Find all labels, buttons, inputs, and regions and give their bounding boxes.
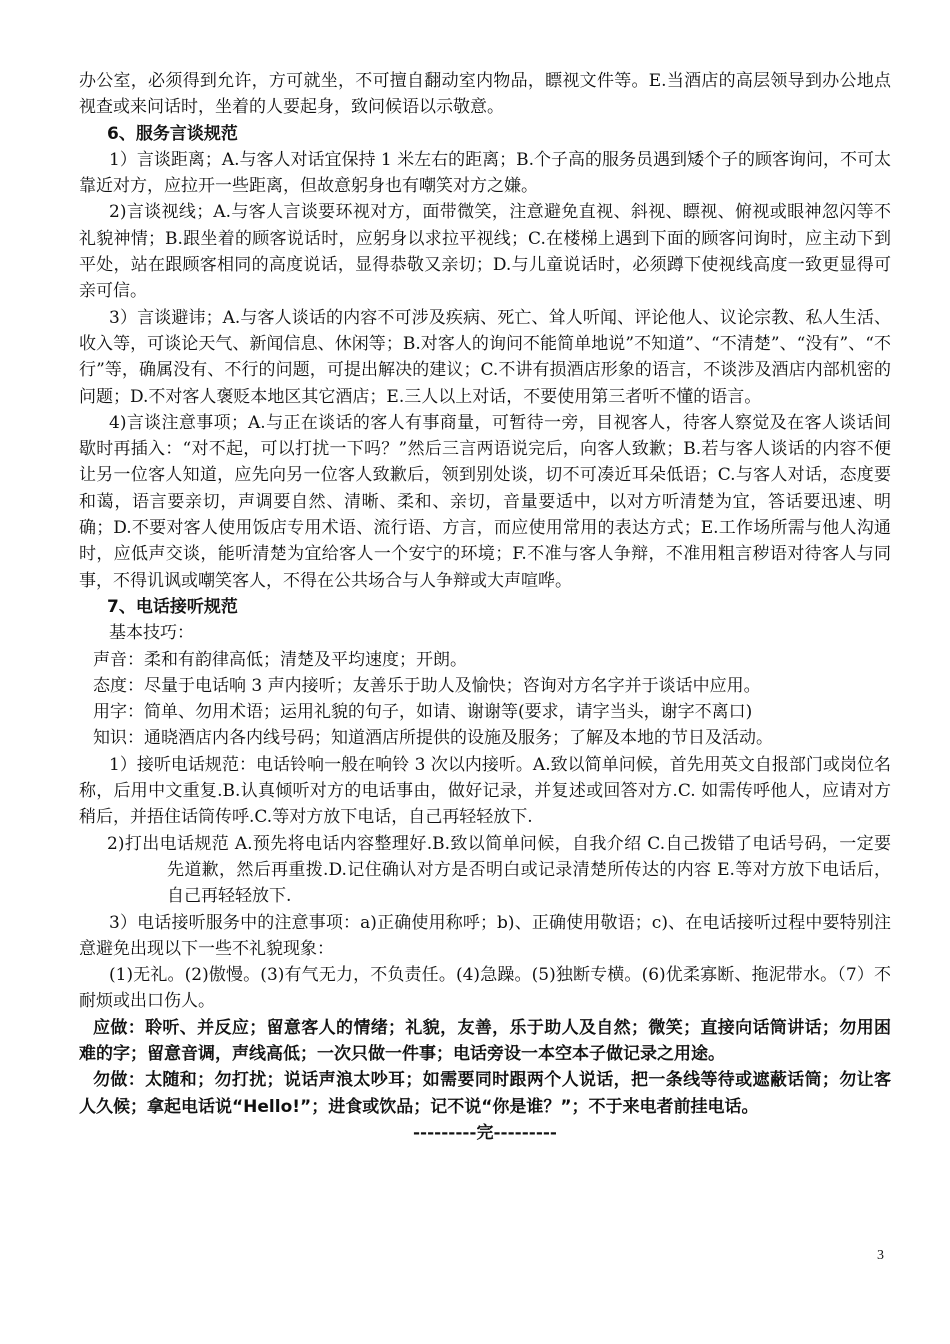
paragraph-speech-notes: 4)言谈注意事项；A.与正在谈话的客人有事商量，可暂待一旁，目视客人，待客人察觉及在客人谈话间歇时再插入：“对不起，可以打扰一下吗？”然后三言两语说完后，向客人致歉；B.若与客人谈话的内容不便让另一位客人知道，应先向另一位客人致歉后，领到别处谈，切不可凑近耳朵低语；C.与客人对话，态度要和蔼，语言要亲切，声调要自然、清晰、柔和、亲切，音量要适中，以对方听清楚为宜，答话要迅速、明确；D.不要对客人使用饭店专用术语、流行语、方言，而应使用常用的表达方式；E.工作场所需与他人沟通时，应低声交谈，能听清楚为宜给客人一个安宁的环境；F.不准与客人争辩，不准用粗言秽语对待客人与同事，不得讥讽或嘲笑客人，不得在公共场合与人争辩或大声喧哗。 — [79, 412, 891, 591]
document-page — [79, 68, 891, 1146]
paragraph-dos: 应做：聆听、并反应；留意客人的情绪；礼貌，友善，乐于助人及自然；微笑；直接向话筒讲话；勿用困难的字；留意音调，声线高低；一次只做一件事；电话旁设一本空本子做记录之用途。 — [79, 1017, 891, 1064]
paragraph-speech-taboos: 3）言谈避讳；A.与客人谈话的内容不可涉及疾病、死亡、耸人听闻、评论他人、议论宗教、私人生活、收入等，可谈论天气、新闻信息、休闲等；B.对客人的询问不能简单地说”不知道”、“不清楚”、“没有”、“不行”等，确属没有、不行的问题，可提出解决的建议；C.不讲有损酒店形象的语言，不谈涉及酒店内部机密的问题；D.不对客人褒贬本地区其它酒店；E.三人以上对话，不要使用第三者听不懂的语言。 — [79, 307, 891, 407]
page-number: 3 — [877, 1248, 884, 1263]
paragraph-speech-distance: 1）言谈距离；A.与客人对话宜保持 1 米左右的距离；B.个子高的服务员遇到矮个子的顾客询问，不可太靠近对方，应拉开一些距离，但故意躬身也有嘲笑对方之嫌。 — [79, 149, 892, 197]
paragraph-making-calls: 2)打出电话规范 A.预先将电话内容整理好.B.致以简单问候，自我介绍 C.自己拨错了电话号码，一定要先道歉，然后再重拨.D.记住确认对方是否明白或记录清楚所传达的内容 E.等对方放下电话后，自己再轻轻放下. — [107, 833, 891, 907]
end-mark: ---------完--------- — [412, 1122, 557, 1143]
skill-attitude: 态度：尽量于电话响 3 声内接听；友善乐于助人及愉快；咨询对方名字并于谈话中应用。 — [93, 675, 761, 696]
paragraph-answering-calls: 1）接听电话规范：电话铃响一般在响铃 3 次以内接听。A.致以简单问候，首先用英文自报部门或岗位名称，后用中文重复.B.认真倾听对方的电话事由，做好记录，并复述或回答对方.C. 如需传呼他人，应请对方稍后，并捂住话筒传呼.C.等对方放下电话，自己再轻轻放下. — [79, 754, 891, 828]
skill-voice: 声音：柔和有韵律高低；清楚及平均速度；开朗。 — [93, 649, 467, 670]
skill-wording: 用字：简单、勿用术语；运用礼貌的句子，如请、谢谢等(要求，请字当头，谢字不离口) — [93, 702, 753, 723]
paragraph-impolite-list: (1)无礼。(2)傲慢。(3)有气无力，不负责任。(4)急躁。(5)独断专横。(6)优柔寡断、拖泥带水。（7）不耐烦或出口伤人。 — [79, 965, 891, 1012]
section-heading-speech-norms: 6、服务言谈规范 — [107, 123, 238, 144]
paragraph-phone-notes: 3）电话接听服务中的注意事项：a)正确使用称呼；b)、正确使用敬语；c)、在电话接听过程中要特别注意避免出现以下一些不礼貌现象： — [79, 912, 891, 959]
section-heading-phone-norms: 7、电话接听规范 — [107, 596, 238, 617]
basic-skills-label: 基本技巧： — [109, 623, 194, 644]
paragraph-donts: 勿做：太随和；勿打扰；说话声浪太吵耳；如需要同时跟两个人说话，把一条线等待或遮蔽话筒；勿让客人久候；拿起电话说“Hello!”；进食或饮品；记不说“你是谁？”；不于来电者前挂电话。 — [79, 1070, 891, 1117]
paragraph-office-etiquette: 办公室，必须得到允许，方可就坐，不可擅自翻动室内物品，瞟视文件等。E.当酒店的高层领导到办公地点视查或来问话时，坐着的人要起身，致问候语以示敬意。 — [79, 71, 891, 118]
skill-knowledge: 知识：通晓酒店内各内线号码；知道酒店所提供的设施及服务；了解及本地的节日及活动。 — [93, 728, 773, 749]
paragraph-speech-eye-contact: 2)言谈视线；A.与客人言谈要环视对方，面带微笑，注意避免直视、斜视、瞟视、俯视或眼神忽闪等不礼貌神情；B.跟坐着的顾客说话时，应躬身以求拉平视线；C.在楼梯上遇到下面的顾客问询时，应主动下到平处，站在跟顾客相同的高度说话，显得恭敬又亲切；D.与儿童说话时，必须蹲下使视线高度一致更显得可亲可信。 — [79, 202, 891, 302]
